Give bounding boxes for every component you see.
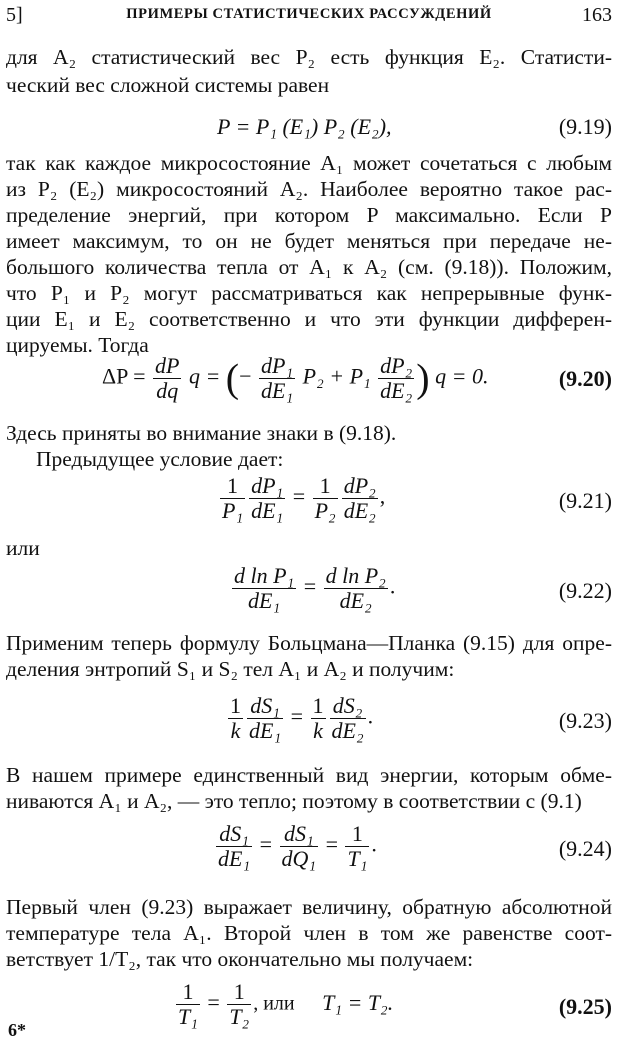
- text-line: что P₁ и P₂ могут рассматриваться как непрерывные функ-: [6, 281, 612, 305]
- text-line: так как каждое микросостояние A₁ может сочетаться с любым: [6, 151, 612, 175]
- equation-number: (9.22): [558, 578, 612, 603]
- equation-number: (9.23): [558, 708, 612, 733]
- numerator: dP₂: [380, 353, 413, 378]
- numerator: d ln P₂: [325, 563, 386, 588]
- equation-9-23: [0, 694, 620, 750]
- denominator: P₁: [222, 498, 244, 523]
- text-line: ции E₁ и E₂ соответственно и что эти функции дифферен-: [6, 307, 612, 331]
- denominator: dE₁: [249, 718, 282, 743]
- numerator: dS₁: [247, 694, 283, 719]
- equals-sign: =: [292, 483, 306, 509]
- text-line: большого количества тепла от A₁ к A₂ (см. (9.18)). Положим,: [6, 255, 612, 279]
- numerator: 1: [313, 474, 338, 499]
- signature-mark: 6*: [8, 1020, 26, 1040]
- text-line: ниваются A₁ и A₂, — это тепло; поэтому в соответствии с (9.1): [6, 789, 582, 813]
- equation-9-22: [0, 564, 620, 620]
- minus-sign: −: [239, 363, 252, 389]
- denominator: dq: [156, 378, 179, 403]
- numerator: dP: [154, 353, 180, 378]
- text-line: Первый член (9.23) выражает величину, обратную абсолютной: [6, 895, 612, 919]
- fraction: [313, 474, 338, 523]
- equation-9-20: [0, 354, 620, 410]
- page-header: [6, 4, 612, 30]
- denominator: k: [230, 718, 241, 743]
- denominator: dQ₁: [281, 846, 317, 871]
- numerator: dS₂: [330, 694, 366, 719]
- denominator: T₁: [178, 1004, 198, 1029]
- numerator: 1: [345, 822, 369, 847]
- equation-9-19: [0, 114, 620, 144]
- equals-sign: =: [325, 831, 338, 857]
- eq-term: q = 0.: [435, 363, 489, 389]
- numerator: dP₁: [251, 473, 284, 498]
- fraction: [280, 822, 319, 871]
- text-line: имеет максимум, то он не будет меняться при передаче не-: [6, 229, 612, 253]
- section-marker: 5]: [6, 4, 23, 26]
- fraction: [249, 474, 285, 523]
- equation-number: (9.20): [558, 366, 612, 391]
- eq-term: q =: [188, 363, 221, 389]
- numerator: 1: [176, 980, 200, 1005]
- text-line: ческий вес сложной системы равен: [6, 73, 330, 97]
- fraction: [220, 474, 245, 523]
- equation-body: [174, 980, 393, 1029]
- fraction: [232, 564, 296, 613]
- fraction: [259, 354, 295, 403]
- fraction: [345, 822, 369, 871]
- denominator: T₁: [347, 846, 368, 871]
- period: .: [389, 573, 396, 599]
- equals-sign: =: [290, 703, 304, 729]
- denominator: P₂: [314, 498, 336, 523]
- equation-body: [214, 822, 377, 871]
- numerator: 1: [220, 474, 245, 499]
- page-number: 163: [582, 4, 612, 26]
- right-paren: ): [416, 355, 430, 401]
- equation-9-24: [0, 822, 620, 878]
- text-line: или: [6, 536, 40, 560]
- numerator: 1: [227, 980, 251, 1005]
- equation-number: (9.19): [558, 114, 612, 139]
- fraction: [153, 354, 181, 403]
- equation-number: (9.25): [558, 994, 612, 1019]
- equation-body: [230, 564, 395, 613]
- numerator: dS₁: [280, 822, 319, 847]
- fraction: [247, 694, 283, 743]
- eq-term: P₂ + P₁: [302, 363, 371, 389]
- fraction: [311, 694, 326, 743]
- text-line: цируемы. Тогда: [6, 333, 149, 357]
- text-line: для A₂ статистический вес P₂ есть функция E₂. Статисти-: [6, 45, 612, 69]
- denominator: T₂: [229, 1004, 250, 1029]
- fraction: [330, 694, 366, 743]
- text-line: ветствует 1/T₂, так что окончательно мы получаем:: [6, 947, 474, 971]
- fraction: [227, 980, 251, 1029]
- equals-sign: =: [303, 573, 317, 599]
- text-line: Применим теперь формулу Больцмана—Планка (9.15) для опре-: [6, 631, 612, 655]
- denominator: dE₂: [331, 718, 364, 743]
- denominator: dE₁: [251, 498, 284, 523]
- numerator: dP₁: [261, 353, 294, 378]
- text-line: Здесь приняты во внимание знаки в (9.18).: [6, 421, 397, 445]
- connector-text: , или: [253, 992, 295, 1015]
- text-line: В нашем примере единственный вид энергии, которым обме-: [6, 763, 612, 787]
- equation-number: (9.21): [558, 488, 612, 513]
- text-line: Предыдущее условие дает:: [36, 447, 284, 471]
- numerator: 1: [230, 693, 241, 718]
- running-title: ПРИМЕРЫ СТАТИСТИЧЕСКИХ РАССУЖДЕНИЙ: [126, 6, 492, 22]
- equals-sign: =: [207, 989, 220, 1015]
- fraction: [342, 474, 378, 523]
- equation-body: [218, 474, 385, 523]
- comma: ,: [379, 483, 386, 509]
- equation-body: [226, 694, 373, 743]
- fraction: [216, 822, 252, 871]
- numerator: dP₂: [343, 473, 376, 498]
- fraction: [378, 354, 414, 403]
- equals-sign: =: [259, 831, 273, 857]
- fraction: [176, 980, 200, 1029]
- text-line: пределение энергий, при котором P максимально. Если P: [6, 203, 612, 227]
- denominator: dE₁: [218, 846, 251, 871]
- denominator: dE₁: [261, 378, 294, 403]
- eq-lhs: ΔP =: [102, 363, 146, 389]
- equation-body: [102, 354, 488, 403]
- left-paren: (: [225, 355, 240, 401]
- equation-9-25: [0, 980, 620, 1036]
- equation-number: (9.24): [558, 836, 612, 861]
- text-line: температуре тела A₁. Второй член в том же равенстве соот-: [6, 921, 612, 945]
- denominator: k: [313, 718, 323, 743]
- text-line: из P₂ (E₂) микросостояний A₂. Наиболее вероятно такое рас-: [6, 177, 612, 201]
- fraction: [228, 694, 243, 743]
- numerator: dS₁: [216, 822, 252, 847]
- period: .: [371, 831, 377, 857]
- numerator: d ln P₁: [234, 563, 295, 588]
- denominator: dE₂: [339, 588, 372, 613]
- equation-9-21: [0, 474, 620, 530]
- numerator: 1: [312, 693, 324, 718]
- fraction: [324, 564, 388, 613]
- text-line: деления энтропий S₁ и S₂ тел A₁ и A₂ и получим:: [6, 657, 455, 681]
- denominator: dE₂: [343, 498, 376, 523]
- eq-term: T₁ = T₂.: [322, 989, 394, 1015]
- denominator: dE₁: [248, 588, 281, 613]
- equation-body: P = P₁ (E₁) P₂ (E₂),: [217, 114, 392, 139]
- denominator: dE₂: [380, 378, 413, 403]
- period: .: [367, 703, 374, 729]
